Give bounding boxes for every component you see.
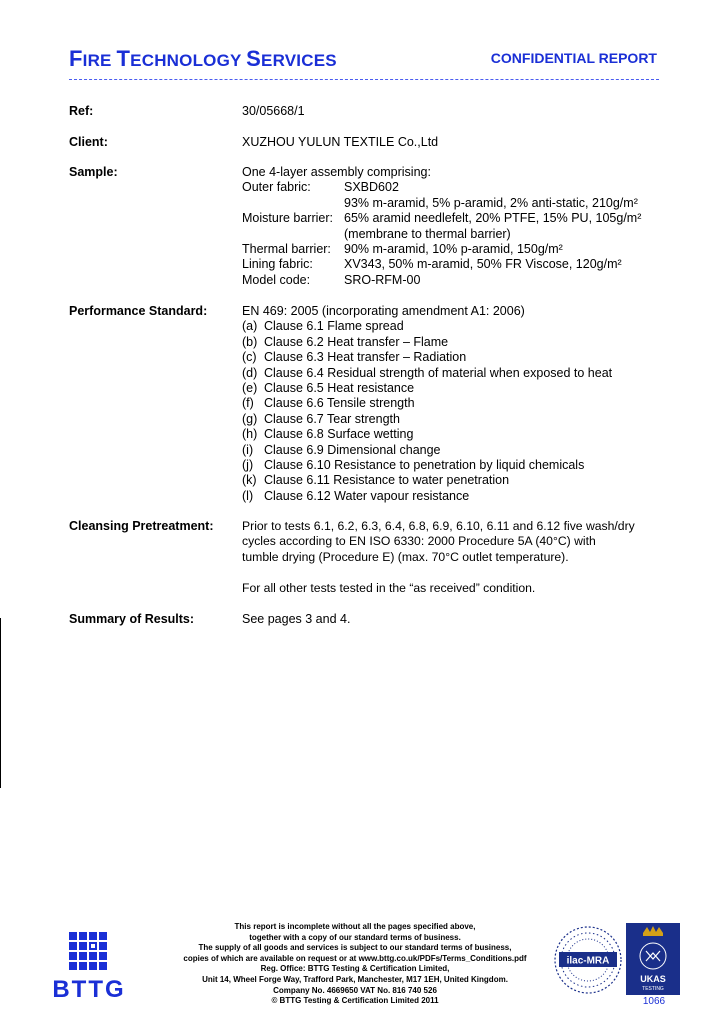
sample-item (242, 180, 682, 195)
sample-value: 90% m-aramid, 10% p-aramid, 150g/m² (344, 241, 563, 256)
header-divider (69, 79, 659, 80)
sample-item (242, 242, 682, 257)
cleansing-line: cycles according to EN ISO 6330: 2000 Procedure 5A (40°C) with (242, 534, 596, 549)
ref-label: Ref: (69, 104, 94, 118)
cleansing-line: Prior to tests 6.1, 6.2, 6.3, 6.4, 6.8, 6.9, 6.10, 6.11 and 6.12 five wash/dry (242, 519, 635, 533)
brand-title (69, 46, 337, 72)
ukas-number: 1066 (642, 996, 666, 1007)
clause-item: (c) Clause 6.3 Heat transfer – Radiation (242, 350, 467, 365)
sample-item (242, 211, 682, 226)
bttg-grid-icon (69, 932, 107, 970)
sample-intro: One 4-layer assembly comprising: (242, 165, 431, 179)
cleansing-note: For all other tests tested in the “as received” condition. (242, 580, 536, 595)
sample-key: Outer fabric: (242, 180, 311, 195)
clause-item: (f) Clause 6.6 Tensile strength (242, 396, 415, 411)
clause-item: (l) Clause 6.12 Water vapour resistance (242, 488, 470, 503)
brand-word-2-rest: ECHNOLOGY (130, 51, 242, 70)
ilac-mra-logo (553, 925, 623, 995)
ukas-sub-text: TESTING (642, 986, 664, 992)
bttg-logo (48, 928, 130, 1004)
sample-key: Model code: (242, 272, 311, 287)
sample-value: SRO-RFM-00 (344, 272, 421, 287)
margin-line (0, 618, 1, 788)
clause-item: (k) Clause 6.11 Resistance to water penetration (242, 473, 510, 488)
sample-item (242, 257, 682, 272)
sample-key: Lining fabric: (242, 257, 313, 272)
clause-item: (j) Clause 6.10 Resistance to penetration by liquid chemicals (242, 457, 585, 472)
summary-value: See pages 3 and 4. (242, 612, 351, 626)
clause-item: (g) Clause 6.7 Tear strength (242, 411, 400, 426)
sample-item (242, 273, 682, 288)
sample-label: Sample: (69, 165, 118, 179)
footer-line: Reg. Office: BTTG Testing & Certification Limited, (260, 964, 450, 974)
ukas-logo (626, 923, 680, 995)
cleansing-line: tumble drying (Procedure E) (max. 70°C outlet temperature). (242, 549, 569, 564)
clause-item: (a) Clause 6.1 Flame spread (242, 319, 404, 334)
client-value: XUZHOU YULUN TEXTILE Co.,Ltd (242, 135, 439, 149)
cleansing-label: Cleansing Pretreatment: (69, 519, 214, 533)
summary-label: Summary of Results: (69, 612, 195, 626)
confidential-label: CONFIDENTIAL REPORT (490, 50, 657, 66)
client-label: Client: (69, 135, 108, 149)
performance-label: Performance Standard: (69, 304, 208, 318)
clause-item: (d) Clause 6.4 Residual strength of material when exposed to heat (242, 365, 613, 380)
sample-value: XV343, 50% m-aramid, 50% FR Viscose, 120g/m² (344, 257, 622, 272)
footer-line: copies of which are available on request or at www.bttg.co.uk/PDFs/Terms_Conditions.pdf (183, 953, 527, 963)
ukas-crown-icon (626, 923, 680, 995)
ukas-text: UKAS (640, 974, 666, 984)
brand-word-1-cap: F (69, 46, 83, 71)
ilac-mra-text: ilac-MRA (566, 955, 610, 967)
clause-item: (b) Clause 6.2 Heat transfer – Flame (242, 334, 449, 349)
brand-word-2-cap: T (116, 46, 131, 71)
sample-value: SXBD602 (344, 180, 399, 195)
footer-line: Company No. 4669650 VAT No. 816 740 526 (273, 985, 437, 995)
bttg-logo-text: BTTG (52, 976, 126, 1003)
clause-item: (i) Clause 6.9 Dimensional change (242, 442, 441, 457)
cleansing-details (242, 519, 682, 596)
sample-value: 65% aramid needlefelt, 20% PTFE, 15% PU, 105g/m² (344, 211, 642, 226)
performance-intro: EN 469: 2005 (incorporating amendment A1: 2006) (242, 304, 525, 318)
sample-value: (membrane to thermal barrier) (344, 226, 511, 241)
sample-details (242, 165, 682, 288)
footer-line: This report is incomplete without all the pages specified above, (234, 922, 476, 931)
clause-item: (h) Clause 6.8 Surface wetting (242, 427, 414, 442)
footer-line: © BTTG Testing & Certification Limited 2011 (271, 996, 439, 1006)
clause-item: (e) Clause 6.5 Heat resistance (242, 380, 415, 395)
sample-value: 93% m-aramid, 5% p-aramid, 2% anti-static, 210g/m² (344, 195, 638, 210)
footer-line: together with a copy of our standard terms of business. (249, 932, 461, 942)
sample-key: Moisture barrier: (242, 211, 333, 226)
sample-key: Thermal barrier: (242, 241, 331, 256)
brand-word-3-rest: ERVICES (261, 51, 337, 70)
brand-word-1-rest: IRE (82, 51, 112, 70)
footer-line: Unit 14, Wheel Forge Way, Trafford Park, Manchester, M17 1EH, United Kingdom. (202, 974, 508, 984)
brand-word-3-cap: S (246, 46, 262, 71)
footer-legal (150, 922, 560, 1007)
ref-value: 30/05668/1 (242, 104, 305, 118)
performance-details (242, 304, 682, 504)
footer-line: The supply of all goods and services is subject to our standard terms of business, (198, 943, 512, 953)
